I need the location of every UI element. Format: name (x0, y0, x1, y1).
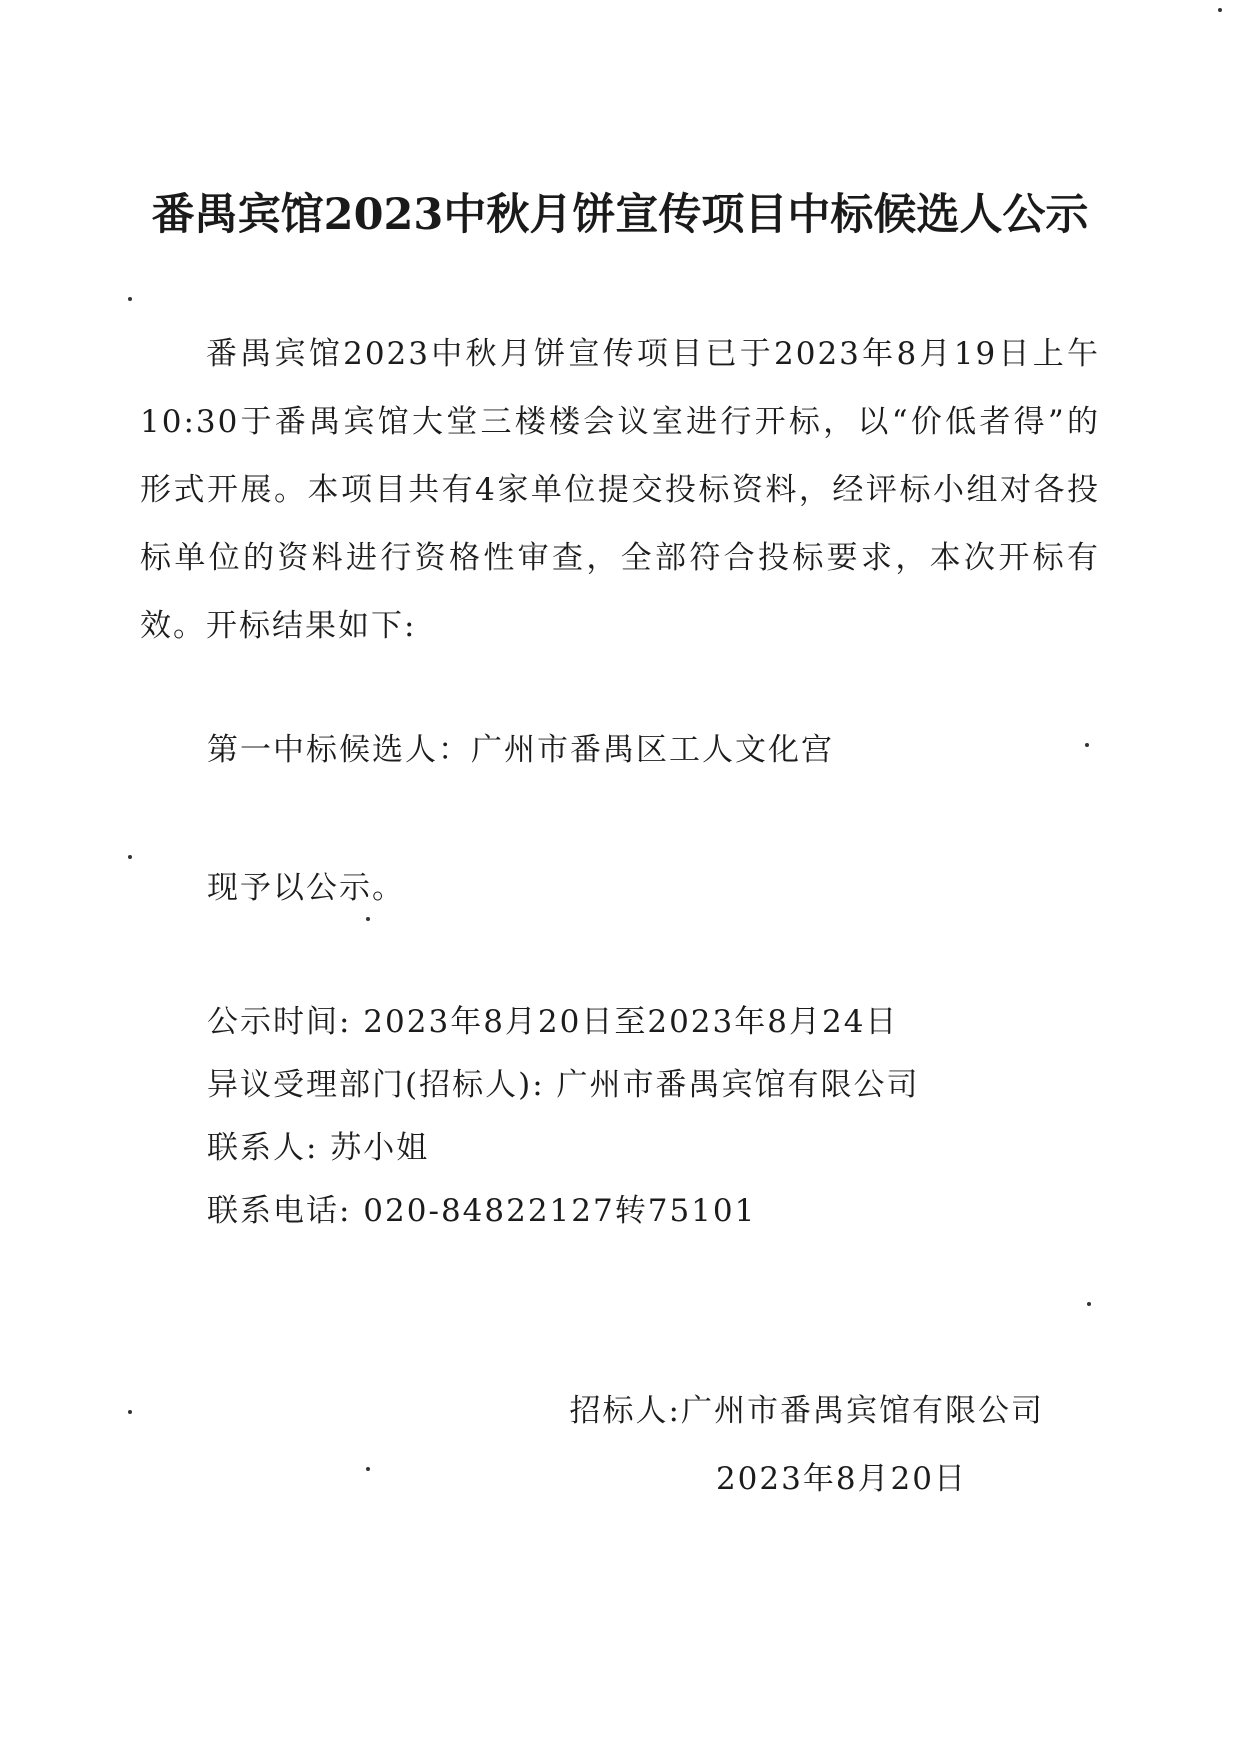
first-candidate-line: 第一中标候选人：广州市番禺区工人文化宫 (207, 732, 834, 768)
scan-speck (1218, 8, 1222, 12)
scan-speck (366, 1467, 370, 1471)
contact-phone: 联系电话: 020-84822127转75101 (207, 1193, 757, 1229)
signature-organization: 招标人:广州市番禺宾馆有限公司 (569, 1393, 1044, 1429)
scan-speck (128, 297, 132, 301)
scan-speck (1085, 743, 1089, 747)
announcement-period: 公示时间: 2023年8月20日至2023年8月24日 (207, 1004, 899, 1040)
announcement-line: 现予以公示。 (207, 870, 405, 906)
scan-speck (128, 855, 132, 859)
intro-paragraph: 番禺宾馆2023中秋月饼宣传项目已于2023年8月19日上午10:30于番禺宾馆大堂三楼楼会议室进行开标，以“价低者得”的形式开展。本项目共有4家单位提交投标资料，经评标小组对各投标单位的资料进行资格性审查，全部符合投标要求，本次开标有效。开标结果如下: (140, 336, 1100, 644)
objection-department: 异议受理部门(招标人): 广州市番禺宾馆有限公司 (207, 1067, 920, 1103)
contact-person: 联系人: 苏小姐 (207, 1130, 430, 1166)
scan-speck (128, 1410, 132, 1414)
document-title: 番禺宾馆2023中秋月饼宣传项目中标候选人公示 (151, 190, 1089, 240)
scan-speck (366, 917, 370, 921)
signature-date: 2023年8月20日 (715, 1461, 967, 1497)
contact-info-list (207, 991, 920, 1243)
scan-speck (1087, 1302, 1091, 1306)
